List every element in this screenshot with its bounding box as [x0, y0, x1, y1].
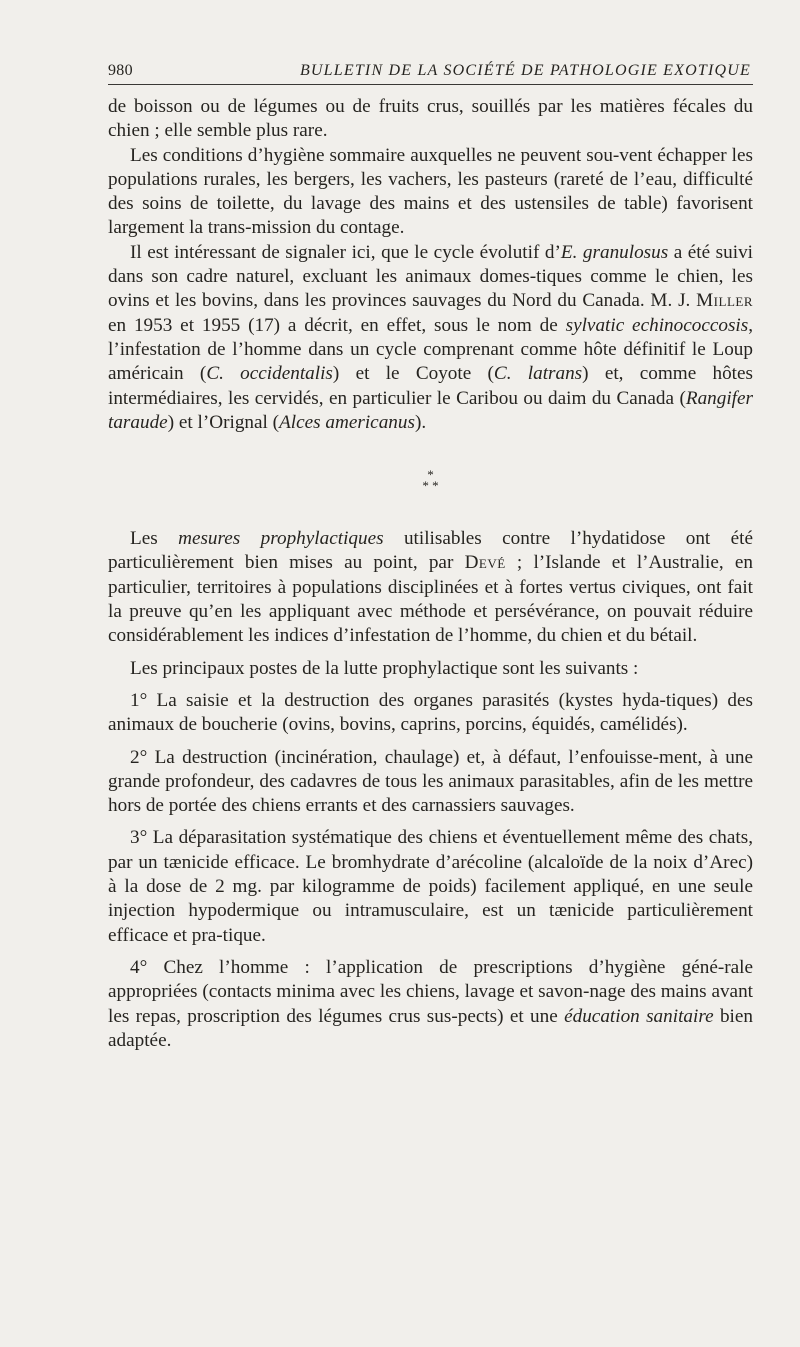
asterism-bottom: * *	[422, 478, 439, 494]
list-item-2: 2° La destruction (incinération, chaulage) et, à défaut, l’enfouisse-ment, à une grande profondeur, des cadavres de tous les animaux parasitables, afin de les mettre hors de portée des chiens errants et des carnassiers sauvages.	[108, 746, 753, 817]
term-italic: mesures prophylactiques	[178, 528, 384, 550]
paragraph-2: Les conditions d’hygiène sommaire auxquelles ne peuvent sou-vent échapper les populations rurales, les bergers, les vachers, les pasteurs (rareté de l’eau, difficulté des soins de toilette, du lavage des mains et des ustensiles de table) favorisent largement la trans-mission du contage.	[108, 144, 753, 239]
running-head	[108, 62, 753, 85]
species-name: Alces americanus	[279, 411, 415, 433]
text-run: ).	[414, 411, 427, 433]
text-run: ; l’Islande et l’Australie, en particulier, territoires à populations disciplinées et à fortes vertus civiques, ont fait la preuve qu’en les appliquant avec méthode et persévérance, on pouvait réduire considérablement les indices d’infestation de l’homme, du chien et du bétail.	[108, 552, 753, 647]
page	[108, 62, 753, 1053]
section-separator	[108, 467, 753, 494]
author-name: Devé	[464, 552, 506, 574]
species-name: C. occidentalis	[206, 363, 333, 385]
text-run: a été suivi dans son cadre naturel, excluant les animaux domes-tiques comme le chien, les ovins et les bovins, dans les provinces sauvages du Nord du Canada. M. J.	[108, 241, 753, 312]
list-item-1: 1° La saisie et la destruction des organes parasités (kystes hyda-tiques) des animaux de boucherie (ovins, bovins, caprins, porcins, équidés, camélidés).	[108, 689, 753, 736]
journal-title: BULLETIN DE LA SOCIÉTÉ DE PATHOLOGIE EXOTIQUE	[299, 62, 751, 79]
list-item-3: 3° La déparasitation systématique des chiens et éventuellement même des chats, par un tænicide efficace. Le bromhydrate d’arécoline (alcaloïde de la noix d’Arec) à la dose de 2 mg. par kilogramme de poids) facilement appliqué, en une seule injection hypodermique ou intramusculaire, est un tænicide particulièrement efficace et pra-tique.	[108, 827, 753, 946]
text-run: , l’infestation de l’homme dans un cycle comprenant comme hôte définitif le Loup américain (	[108, 314, 754, 385]
list-item-4	[108, 956, 753, 1053]
species-name: C. latrans	[493, 363, 583, 385]
text-run: bien adaptée.	[108, 1005, 753, 1051]
text-run: Les	[130, 528, 179, 550]
author-name: Miller	[696, 290, 753, 312]
paragraph-1: de boisson ou de légumes ou de fruits crus, souillés par les matières fécales du chien ; elle semble plus rare.	[108, 96, 753, 142]
species-name: Rangifer taraude	[108, 387, 753, 433]
term-italic: éducation sanitaire	[564, 1005, 714, 1027]
text-run: ) et l’Orignal (	[167, 411, 280, 433]
text-run: en 1953 et 1955 (17) a décrit, en effet, sous le nom de	[108, 314, 566, 336]
paragraph-5: Les principaux postes de la lutte prophylactique sont les suivants :	[130, 657, 639, 679]
page-number: 980	[108, 62, 133, 79]
text-run: ) et, comme hôtes intermédiaires, les cervidés, en particulier le Caribou ou daim du Canada (	[108, 363, 753, 409]
text-run: ) et le Coyote (	[332, 363, 494, 385]
asterism-top: *	[427, 467, 434, 483]
species-name: E. granulosus	[560, 241, 669, 263]
paragraph-3	[108, 241, 753, 435]
term-italic: sylvatic echinococcosis	[565, 314, 749, 336]
article-body	[108, 95, 753, 1053]
text-run: 4° Chez l’homme : l’application de prescriptions d’hygiène géné-rale appropriées (contacts minima avec les chiens, lavage et savon-nage des mains avant les repas, proscription des légumes crus sus-pects) et une	[108, 956, 753, 1027]
text-run: Il est intéressant de signaler ici, que le cycle évolutif d’	[130, 241, 561, 263]
paragraph-4	[108, 527, 753, 648]
text-run: utilisables contre l’hydatidose ont été particulièrement bien mises au point, par	[108, 528, 753, 574]
